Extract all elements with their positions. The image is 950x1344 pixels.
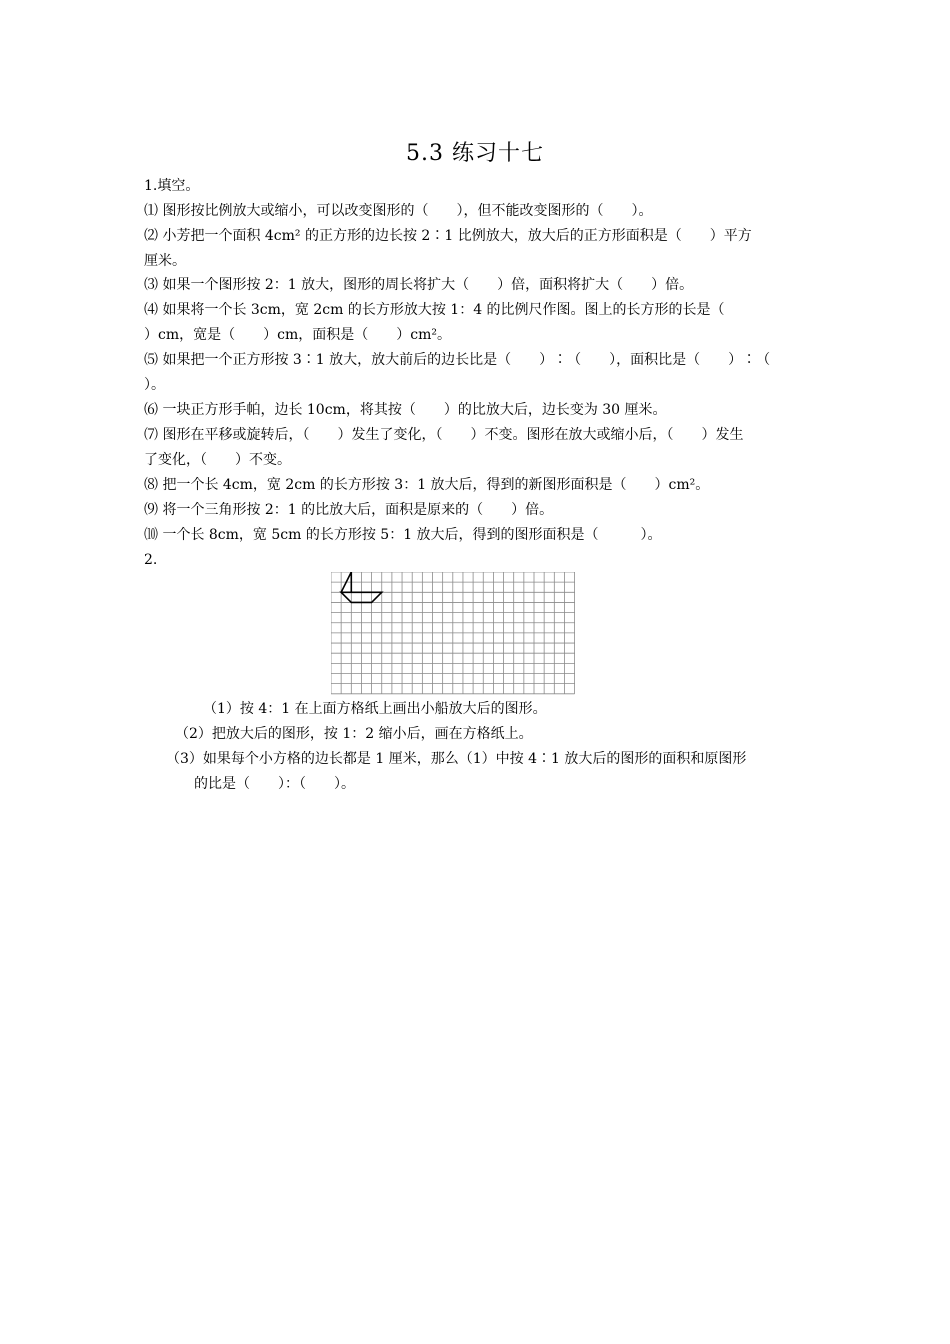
question-7: ⑺ 图形在平移或旋转后，（ ）发生了变化，（ ）不变。图形在放大或缩小后，（ ）发生 — [144, 427, 744, 443]
question-5: ⑸ 如果把一个正方形按 3∶1 放大，放大前后的边长比是（ ）∶（ ），面积比是（ ）∶（ — [144, 352, 771, 368]
question-10: ⑽ 一个长 8cm，宽 5cm 的长方形按 5：1 放大后，得到的图形面积是（ ）。 — [144, 527, 662, 543]
question-5-cont: ）。 — [144, 377, 165, 393]
question-9: ⑼ 将一个三角形按 2：1 的比放大后，面积是原来的（ ）倍。 — [144, 502, 554, 518]
section-1-heading: 1.填空。 — [144, 178, 200, 194]
page-title: 5.3 练习十七 — [406, 141, 544, 166]
question-7-cont: 了变化，（ ）不变。 — [144, 452, 291, 468]
sub-question-3: （3）如果每个小方格的边长都是 1 厘米，那么（1）中按 4∶1 放大后的图形的面积和原图形 — [166, 751, 747, 767]
question-4-cont: ）cm，宽是（ ）cm，面积是（ ）cm²。 — [144, 327, 451, 343]
question-3: ⑶ 如果一个图形按 2：1 放大，图形的周长将扩大（ ）倍，面积将扩大（ ）倍。 — [144, 277, 694, 293]
sub-question-3-cont: 的比是（ ）：（ ）。 — [194, 776, 355, 792]
question-2: ⑵ 小芳把一个面积 4cm² 的正方形的边长按 2∶1 比例放大，放大后的正方形面积是（ ）平方 — [144, 228, 752, 244]
grid-svg — [331, 572, 575, 700]
question-2-cont: 厘米。 — [144, 253, 186, 269]
question-6: ⑹ 一块正方形手帕，边长 10cm，将其按（ ）的比放大后，边长变为 30 厘米。 — [144, 402, 667, 418]
section-2-heading: 2. — [144, 552, 158, 568]
question-8: ⑻ 把一个长 4cm，宽 2cm 的长方形按 3：1 放大后，得到的新图形面积是（ ）cm²。 — [144, 477, 710, 493]
sub-question-2: （2）把放大后的图形，按 1：2 缩小后，画在方格纸上。 — [175, 726, 533, 742]
sub-question-1: （1）按 4：1 在上面方格纸上画出小船放大后的图形。 — [203, 701, 547, 717]
question-4: ⑷ 如果将一个长 3cm，宽 2cm 的长方形放大按 1：4 的比例尺作图。图上的长方形的长是（ — [144, 302, 725, 318]
question-1: ⑴ 图形按比例放大或缩小，可以改变图形的（ ），但不能改变图形的（ ）。 — [144, 203, 653, 219]
grid-paper — [331, 572, 575, 704]
